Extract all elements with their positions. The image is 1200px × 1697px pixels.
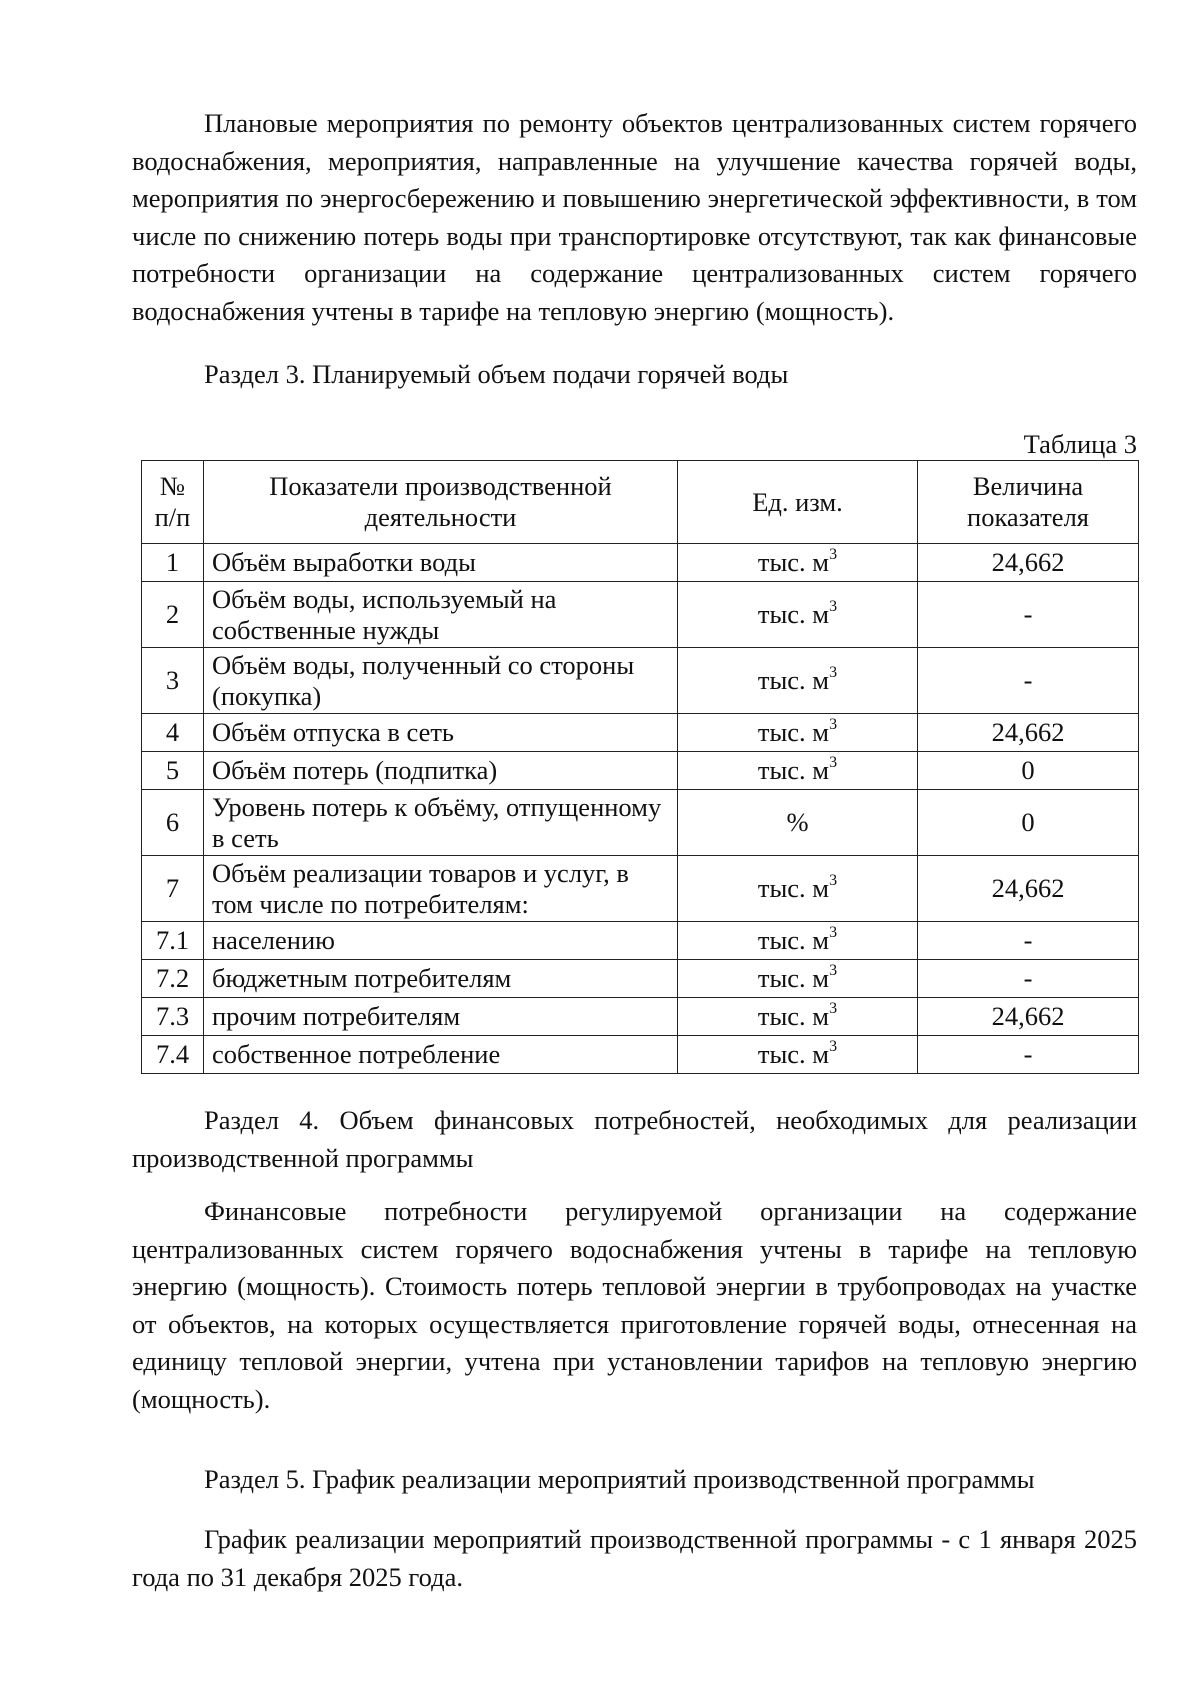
row-indicator: Объём выработки воды — [204, 544, 678, 582]
table-row — [142, 1036, 1139, 1074]
row-indicator: Объём реализации товаров и услуг, в том числе по потребителям: — [204, 856, 678, 922]
unit-base: тыс. м — [757, 1039, 830, 1069]
unit-exponent: 3 — [829, 1038, 838, 1056]
row-indicator: Объём отпуска в сеть — [204, 714, 678, 752]
row-unit — [678, 544, 918, 582]
unit-exponent: 3 — [829, 872, 838, 890]
row-indicator: собственное потребление — [204, 1036, 678, 1074]
row-number: 7.1 — [142, 922, 204, 960]
row-value: 0 — [918, 752, 1139, 790]
row-unit — [678, 1036, 918, 1074]
table-row — [142, 922, 1139, 960]
unit-base: тыс. м — [757, 963, 830, 993]
row-unit — [678, 582, 918, 648]
unit-base: тыс. м — [757, 547, 830, 577]
row-indicator: Уровень потерь к объёму, отпущенному в сеть — [204, 790, 678, 856]
section-5-title: Раздел 5. График реализации мероприятий производственной программы — [204, 1464, 1035, 1494]
row-unit — [678, 998, 918, 1036]
row-number: 7.3 — [142, 998, 204, 1036]
header-num: № п/п — [142, 461, 204, 544]
row-value: 0 — [918, 790, 1139, 856]
intro-paragraph: Плановые мероприятия по ремонту объектов централизованных систем горячего водоснабжения, мероприятия, направленные на улучшение качества горячей воды, мероприятия по энергосбережению и повышению энергетической эффективности, в том числе по снижению потерь воды при транспортировке отсутствуют, так как финансовые потребности организации на содержание централизованных систем горячего водоснабжения учтены в тарифе на тепловую энергию (мощность). — [132, 108, 1137, 326]
unit-exponent: 3 — [829, 598, 838, 616]
row-indicator: Объём воды, используемый на собственные нужды — [204, 582, 678, 648]
table-row — [142, 960, 1139, 998]
row-unit — [678, 922, 918, 960]
row-value: 24,662 — [918, 856, 1139, 922]
section-5-text: График реализации мероприятий производственной программы - с 1 января 2025 года по 31 декабря 2025 года. — [132, 1524, 1137, 1592]
row-number: 3 — [142, 648, 204, 714]
row-indicator: прочим потребителям — [204, 998, 678, 1036]
unit-base: тыс. м — [757, 925, 830, 955]
row-value: 24,662 — [918, 544, 1139, 582]
row-indicator: бюджетным потребителям — [204, 960, 678, 998]
row-number: 7 — [142, 856, 204, 922]
row-unit — [678, 714, 918, 752]
row-number: 5 — [142, 752, 204, 790]
section-3-title: Раздел 3. Планируемый объем подачи горячей воды — [204, 359, 789, 389]
table-header-row — [142, 461, 1139, 544]
row-value: - — [918, 1036, 1139, 1074]
header-indicator: Показатели производственной деятельности — [204, 461, 678, 544]
table-row — [142, 856, 1139, 922]
unit-exponent: 3 — [829, 716, 838, 734]
unit-base: тыс. м — [757, 665, 830, 695]
unit-base: тыс. м — [757, 1001, 830, 1031]
row-indicator: Объём потерь (подпитка) — [204, 752, 678, 790]
table-row — [142, 648, 1139, 714]
row-number: 4 — [142, 714, 204, 752]
unit-exponent: 3 — [829, 546, 838, 564]
unit-exponent: 3 — [829, 664, 838, 682]
unit-base: тыс. м — [757, 717, 830, 747]
row-value: - — [918, 582, 1139, 648]
table-caption: Таблица 3 — [1023, 429, 1137, 459]
row-number: 7.4 — [142, 1036, 204, 1074]
row-number: 6 — [142, 790, 204, 856]
row-number: 1 — [142, 544, 204, 582]
row-value: 24,662 — [918, 998, 1139, 1036]
unit-base: тыс. м — [757, 599, 830, 629]
table-row — [142, 790, 1139, 856]
unit-base: тыс. м — [757, 755, 830, 785]
row-number: 7.2 — [142, 960, 204, 998]
unit-exponent: 3 — [829, 1000, 838, 1018]
row-unit — [678, 648, 918, 714]
table-row — [142, 714, 1139, 752]
table-row — [142, 998, 1139, 1036]
row-value: 24,662 — [918, 714, 1139, 752]
header-unit: Ед. изм. — [678, 461, 918, 544]
supply-volume-table — [141, 460, 1139, 1074]
unit-exponent: 3 — [829, 924, 838, 942]
row-unit — [678, 960, 918, 998]
table-row — [142, 752, 1139, 790]
row-value: - — [918, 648, 1139, 714]
header-value: Величина показателя — [918, 461, 1139, 544]
row-value: - — [918, 960, 1139, 998]
row-value: - — [918, 922, 1139, 960]
row-indicator: населению — [204, 922, 678, 960]
row-unit — [678, 752, 918, 790]
unit-exponent: 3 — [829, 962, 838, 980]
row-indicator: Объём воды, полученный со стороны (покупка) — [204, 648, 678, 714]
row-unit: % — [678, 790, 918, 856]
table-body — [142, 544, 1139, 1074]
table-row — [142, 582, 1139, 648]
section-4-text: Финансовые потребности регулируемой организации на содержание централизованных систем горячего водоснабжения учтены в тарифе на тепловую энергию (мощность). Стоимость потерь тепловой энергии в трубопроводах на участке от объектов, на которых осуществляется приготовление горячей воды, отнесенная на единицу тепловой энергии, учтена при установлении тарифов на тепловую энергию (мощность). — [132, 1196, 1137, 1414]
table-row — [142, 544, 1139, 582]
unit-base: тыс. м — [757, 873, 830, 903]
unit-exponent: 3 — [829, 754, 838, 772]
row-number: 2 — [142, 582, 204, 648]
section-4-title: Раздел 4. Объем финансовых потребностей, необходимых для реализации производственной программы — [132, 1105, 1137, 1173]
row-unit — [678, 856, 918, 922]
